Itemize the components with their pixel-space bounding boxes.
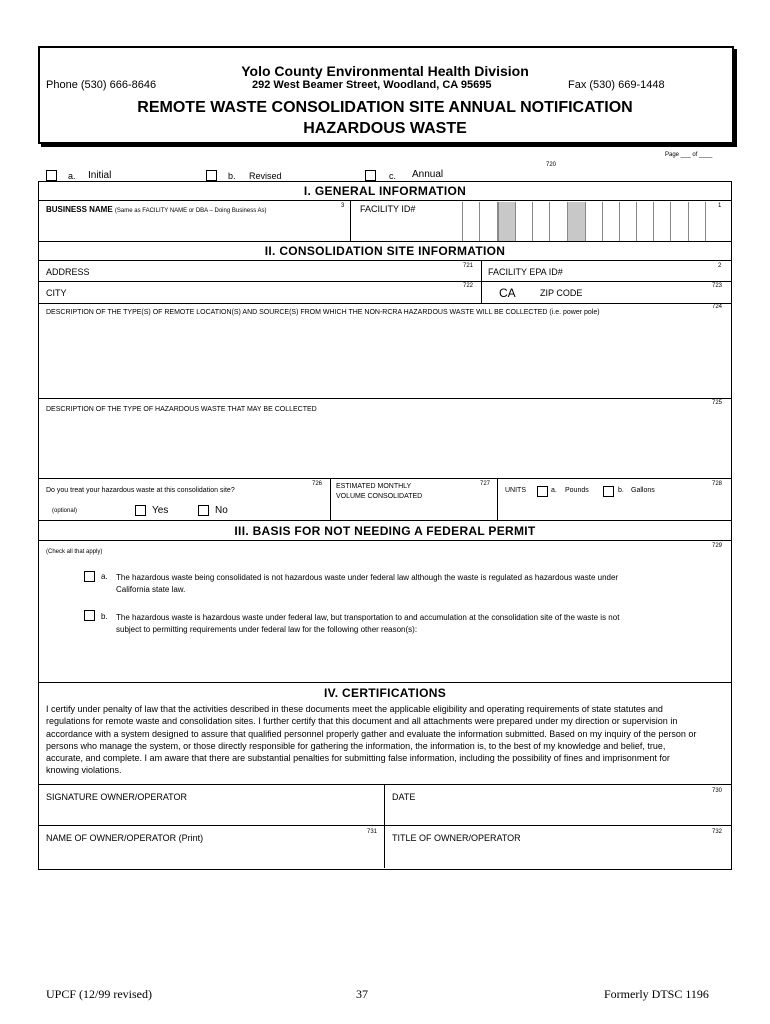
- yes-label: Yes: [152, 505, 169, 516]
- signature-label: SIGNATURE OWNER/OPERATOR: [46, 792, 188, 802]
- certification-text: I certify under penalty of law that the activities described in these documents meet the applicable eligibility and operating requirements of state statutes and regulations for remote waste and consolidation sites. I further certify that this document and all attachments were prepared under my direction or supervision in accordance with a system designed to assure that qualified personnel properly gather and evaluate the information submitted. Based on my inquiry of the person or persons who manage the system, or those directly responsible for gathering the information, the information is, to the best of my knowledge and belief, true, accurate, and complete. I am aware that there are substantial penalties for submitting false information, including the possibility of fines and imprisonment for knowing violations.: [46, 704, 697, 776]
- waste-type-input[interactable]: [46, 418, 716, 476]
- pounds-letter: a.: [551, 487, 557, 494]
- basis-b-letter: b.: [101, 612, 108, 621]
- initial-checkbox[interactable]: [46, 170, 57, 181]
- revised-checkbox[interactable]: [206, 170, 217, 181]
- city-label: CITY: [46, 288, 67, 298]
- basis-a-text: The hazardous waste being consolidated is not hazardous waste under federal law although the waste is regulated as hazardous waste under California state law.: [116, 573, 619, 594]
- owner-name-input[interactable]: [46, 846, 376, 864]
- basis-b-text: The hazardous waste is hazardous waste under federal law, but transportation to and accumulation at the consolidation site of the waste is not subject to permitting requirements under federal law for the following other reason(s):: [116, 613, 620, 634]
- business-name-label: BUSINESS NAME (Same as FACILITY NAME or DBA – Doing Business As): [46, 205, 267, 214]
- revised-label: Revised: [249, 171, 282, 181]
- gallons-letter: b.: [618, 487, 624, 494]
- facility-id-cell[interactable]: [653, 202, 670, 241]
- section-general-information: I. GENERAL INFORMATION: [303, 184, 467, 198]
- no-label: No: [215, 505, 228, 516]
- pounds-label: Pounds: [565, 487, 589, 494]
- facility-id-cell[interactable]: [515, 202, 532, 241]
- basis-a-letter: a.: [101, 572, 108, 581]
- facility-id-cell[interactable]: [585, 202, 602, 241]
- yes-checkbox[interactable]: [135, 505, 146, 516]
- remote-location-input[interactable]: [46, 330, 716, 396]
- gallons-checkbox[interactable]: [603, 486, 614, 497]
- waste-type-label: DESCRIPTION OF THE TYPE OF HAZARDOUS WASTE THAT MAY BE COLLECTED: [46, 406, 317, 413]
- basis-a-checkbox[interactable]: [84, 571, 95, 582]
- form-title: REMOTE WASTE CONSOLIDATION SITE ANNUAL NOTIFICATION: [137, 99, 633, 116]
- owner-title-input[interactable]: [392, 846, 712, 864]
- form-subtitle: HAZARDOUS WASTE: [303, 120, 467, 137]
- facility-id-cell[interactable]: [462, 202, 479, 241]
- basis-b-checkbox[interactable]: [84, 610, 95, 621]
- owner-name-label: NAME OF OWNER/OPERATOR (Print): [46, 833, 204, 843]
- section-consolidation-site: II. CONSOLIDATION SITE INFORMATION: [264, 244, 506, 258]
- pounds-checkbox[interactable]: [537, 486, 548, 497]
- annual-checkbox[interactable]: [365, 170, 376, 181]
- agency-fax: Fax (530) 669-1448: [568, 79, 665, 91]
- revised-letter: b.: [228, 171, 236, 181]
- remote-location-label: DESCRIPTION OF THE TYPE(S) OF REMOTE LOCATION(S) AND SOURCE(S) FROM WHICH THE NON-RCRA HAZARDOUS WASTE WILL BE COLLECTED (i.e. power pole): [46, 309, 600, 316]
- business-name-input[interactable]: [46, 214, 346, 238]
- est-volume-label: ESTIMATED MONTHLY VOLUME CONSOLIDATED: [336, 483, 423, 500]
- facility-id-cell[interactable]: [602, 202, 619, 241]
- form-id: UPCF (12/99 revised): [46, 987, 152, 1001]
- owner-title-label: TITLE OF OWNER/OPERATOR: [392, 833, 521, 843]
- state-value: CA: [499, 286, 516, 300]
- agency-phone: Phone (530) 666-8646: [46, 79, 157, 91]
- agency-address: 292 West Beamer Street, Woodland, CA 95695: [252, 79, 492, 91]
- facility-id-cell[interactable]: [479, 202, 496, 241]
- optional-label: (optional): [52, 508, 78, 514]
- facility-id-cell[interactable]: [532, 202, 549, 241]
- facility-id-cell[interactable]: [670, 202, 687, 241]
- code-720: 720: [546, 162, 557, 168]
- zip-label: ZIP CODE: [540, 288, 583, 298]
- section-certifications: IV. CERTIFICATIONS: [323, 686, 447, 700]
- facility-id-cell[interactable]: [705, 202, 722, 241]
- check-all-note: (Check all that apply): [46, 549, 103, 555]
- facility-id-cell[interactable]: [688, 202, 705, 241]
- gallons-label: Gallons: [631, 487, 655, 494]
- annual-letter: c.: [389, 171, 397, 181]
- facility-id-cell[interactable]: [498, 202, 515, 241]
- agency-name: Yolo County Environmental Health Division: [241, 63, 529, 79]
- page-number: 37: [356, 987, 368, 1001]
- signature-input[interactable]: [46, 804, 376, 822]
- section-basis-federal-permit: III. BASIS FOR NOT NEEDING A FEDERAL PERMIT: [234, 524, 536, 538]
- page-of: Page ___ of ____: [665, 152, 713, 158]
- annual-label: Annual: [412, 169, 444, 180]
- facility-id-cell[interactable]: [567, 202, 585, 241]
- facility-id-cell[interactable]: [636, 202, 653, 241]
- formerly-form: Formerly DTSC 1196: [604, 987, 709, 1001]
- initial-letter: a.: [68, 171, 76, 181]
- other-reason-input[interactable]: [116, 640, 716, 680]
- date-input[interactable]: [392, 804, 712, 822]
- date-label: DATE: [392, 792, 416, 802]
- units-label: UNITS: [505, 487, 526, 494]
- facility-id-label: FACILITY ID#: [360, 204, 416, 214]
- no-checkbox[interactable]: [198, 505, 209, 516]
- epa-id-label: FACILITY EPA ID#: [488, 267, 563, 277]
- address-label: ADDRESS: [46, 267, 90, 277]
- facility-id-cell[interactable]: [619, 202, 636, 241]
- treat-question: Do you treat your hazardous waste at this consolidation site?: [46, 487, 235, 494]
- initial-label: Initial: [88, 170, 112, 181]
- facility-id-cell[interactable]: [549, 202, 566, 241]
